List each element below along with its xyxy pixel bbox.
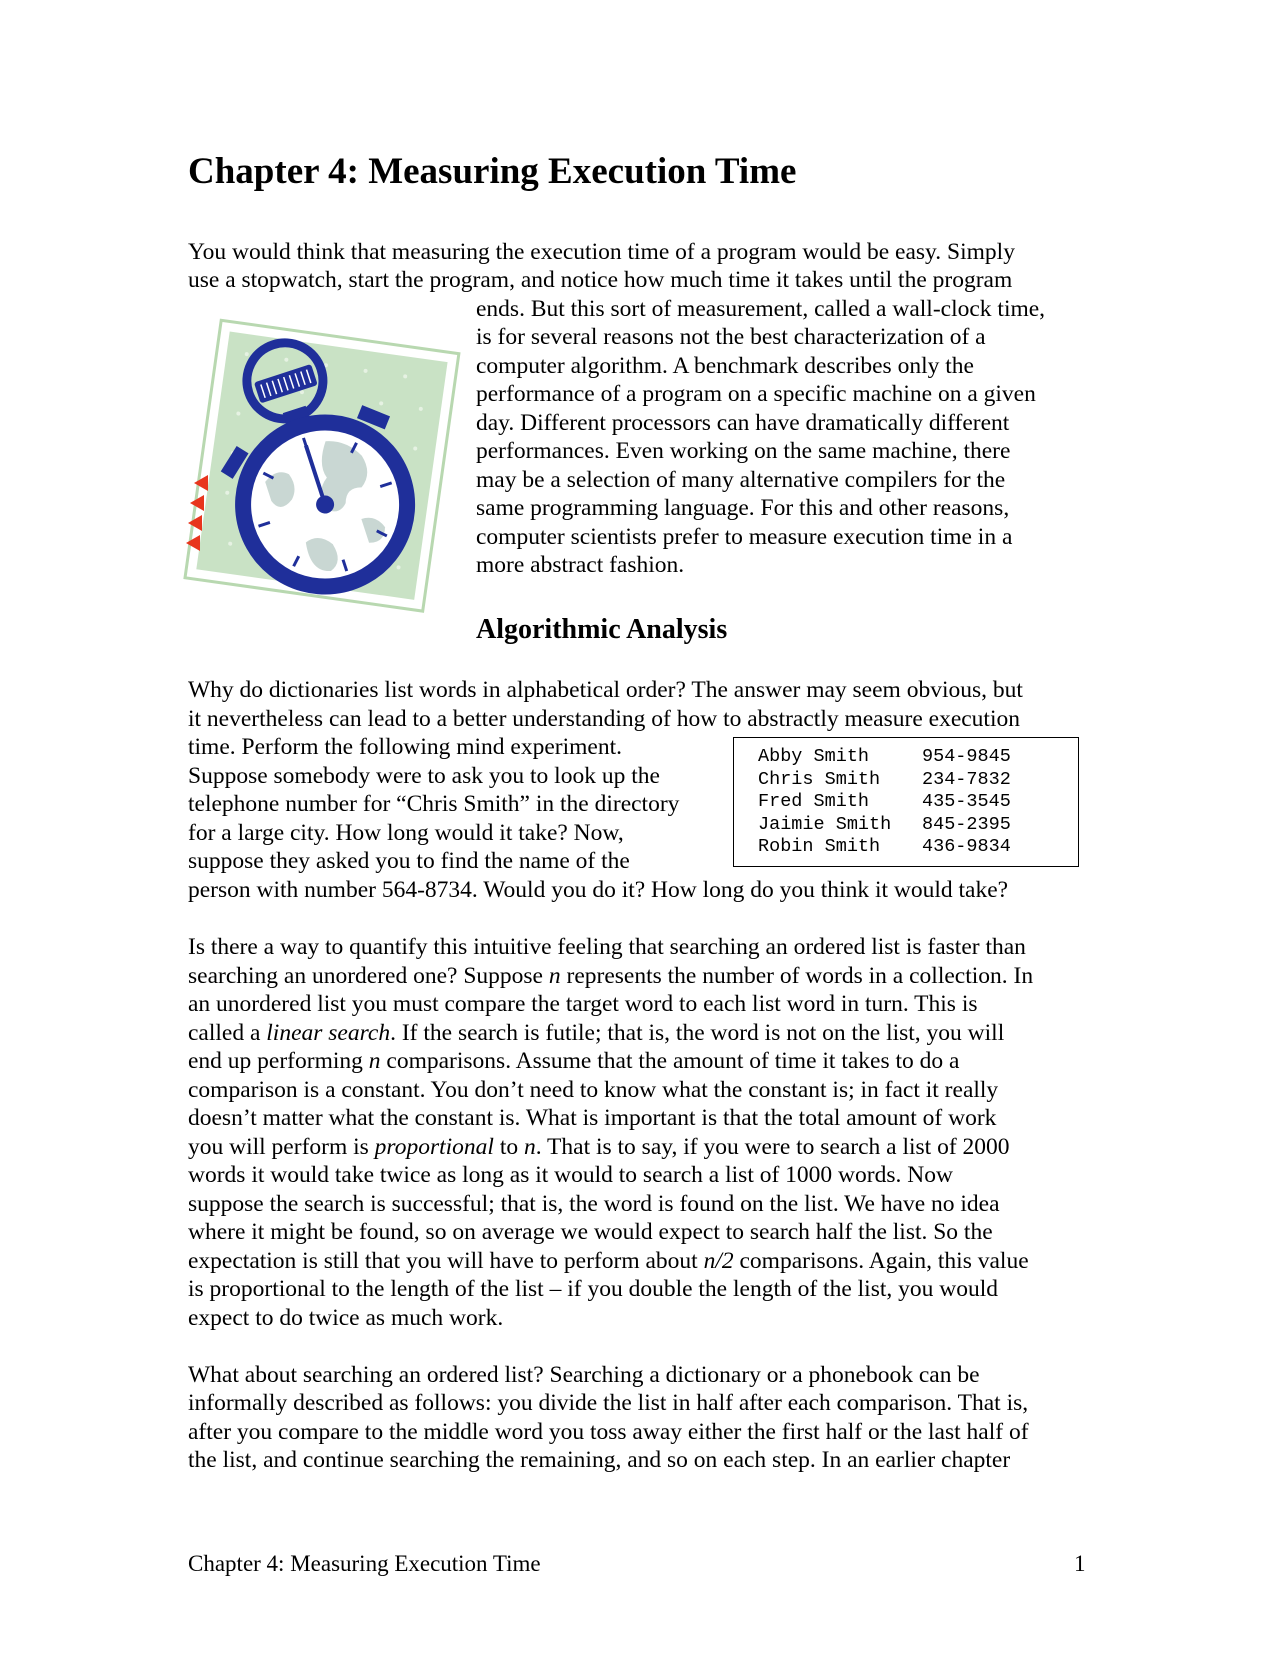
footer-page-number: 1 — [1074, 1551, 1086, 1576]
text-line: suppose they asked you to find the name of the — [188, 848, 630, 874]
directory-number: 845-2395 — [922, 813, 1011, 835]
text-line: searching an unordered one? Suppose n represents the number of words in a collection. In — [188, 963, 1034, 989]
text-line: expectation is still that you will have to perform about n/2 comparisons. Again, this value — [188, 1248, 1029, 1274]
text-line: day. Different processors can have dramatically different — [476, 410, 1010, 436]
text-line: performances. Even working on the same machine, there — [476, 438, 1011, 464]
text-line: time. Perform the following mind experiment. — [188, 734, 623, 760]
text-line: may be a selection of many alternative compilers for the — [476, 467, 1006, 493]
directory-number: 954-9845 — [922, 746, 1011, 767]
text-line: after you compare to the middle word you toss away either the first half or the last half of — [188, 1419, 1029, 1445]
directory-row — [758, 814, 1078, 837]
text-line: computer algorithm. A benchmark describes only the — [476, 353, 974, 379]
text-line: words it would take twice as long as it would to search a list of 1000 words. Now — [188, 1162, 953, 1188]
directory-row — [758, 769, 1078, 792]
text-line: ends. But this sort of measurement, called a wall-clock time, — [476, 296, 1046, 322]
directory-name: Jaimie Smith — [758, 813, 892, 835]
text-line: end up performing n comparisons. Assume that the amount of time it takes to do a — [188, 1048, 960, 1074]
text-line: you will perform is proportional to n. That is to say, if you were to search a list of 2000 — [188, 1134, 1010, 1160]
directory-name: Fred Smith — [758, 791, 870, 813]
text-line: doesn’t matter what the constant is. What is important is that the total amount of work — [188, 1105, 997, 1131]
text-line: telephone number for “Chris Smith” in the directory — [188, 791, 680, 817]
directory-number: 435-3545 — [922, 791, 1011, 813]
text-line: is for several reasons not the best characterization of a — [476, 324, 986, 350]
text-line: is proportional to the length of the list – if you double the length of the list, you would — [188, 1276, 998, 1302]
text-line: use a stopwatch, start the program, and notice how much time it takes until the program — [188, 267, 1013, 293]
page-title: Chapter 4: Measuring Execution Time — [188, 151, 797, 192]
text-line: performance of a program on a specific machine on a given — [476, 381, 1036, 407]
text-line: Is there a way to quantify this intuitive feeling that searching an ordered list is faster than — [188, 934, 1026, 960]
text-line: an unordered list you must compare the target word to each list word in turn. This is — [188, 991, 978, 1017]
text-line: it nevertheless can lead to a better understanding of how to abstractly measure execution — [188, 706, 1020, 732]
directory-row — [758, 746, 1078, 769]
text-line: informally described as follows: you divide the list in half after each comparison. That is, — [188, 1390, 1029, 1416]
directory-number: 234-7832 — [922, 768, 1011, 790]
directory-name: Robin Smith — [758, 836, 881, 858]
text-line: computer scientists prefer to measure execution time in a — [476, 524, 1013, 550]
phone-directory-box — [733, 737, 1079, 867]
text-line: the list, and continue searching the remaining, and so on each step. In an earlier chapter — [188, 1447, 1011, 1473]
text-line: comparison is a constant. You don’t need to know what the constant is; in fact it really — [188, 1077, 999, 1103]
directory-row — [758, 791, 1078, 814]
directory-number: 436-9834 — [922, 836, 1011, 858]
directory-row — [758, 836, 1078, 859]
text-line: suppose the search is successful; that is, the word is found on the list. We have no idea — [188, 1191, 1000, 1217]
text-line: You would think that measuring the execution time of a program would be easy. Simply — [188, 239, 1015, 265]
directory-name: Abby Smith — [758, 746, 870, 767]
text-line: for a large city. How long would it take? Now, — [188, 820, 624, 846]
text-line: expect to do twice as much work. — [188, 1305, 504, 1331]
directory-name: Chris Smith — [758, 768, 881, 790]
text-line: Why do dictionaries list words in alphabetical order? The answer may seem obvious, but — [188, 677, 1023, 703]
text-line: where it might be found, so on average we would expect to search half the list. So the — [188, 1219, 993, 1245]
text-line: more abstract fashion. — [476, 552, 685, 578]
text-line: same programming language. For this and other reasons, — [476, 495, 1010, 521]
stopwatch-globe-icon — [172, 315, 462, 615]
text-line: person with number 564-8734. Would you do it? How long do you think it would take? — [188, 877, 1009, 903]
footer-chapter-title: Chapter 4: Measuring Execution Time — [188, 1551, 541, 1576]
text-line: Suppose somebody were to ask you to look up the — [188, 763, 660, 789]
text-line: What about searching an ordered list? Searching a dictionary or a phonebook can be — [188, 1362, 980, 1388]
text-line: called a linear search. If the search is futile; that is, the word is not on the list, you will — [188, 1020, 1005, 1046]
section-heading: Algorithmic Analysis — [476, 614, 728, 645]
